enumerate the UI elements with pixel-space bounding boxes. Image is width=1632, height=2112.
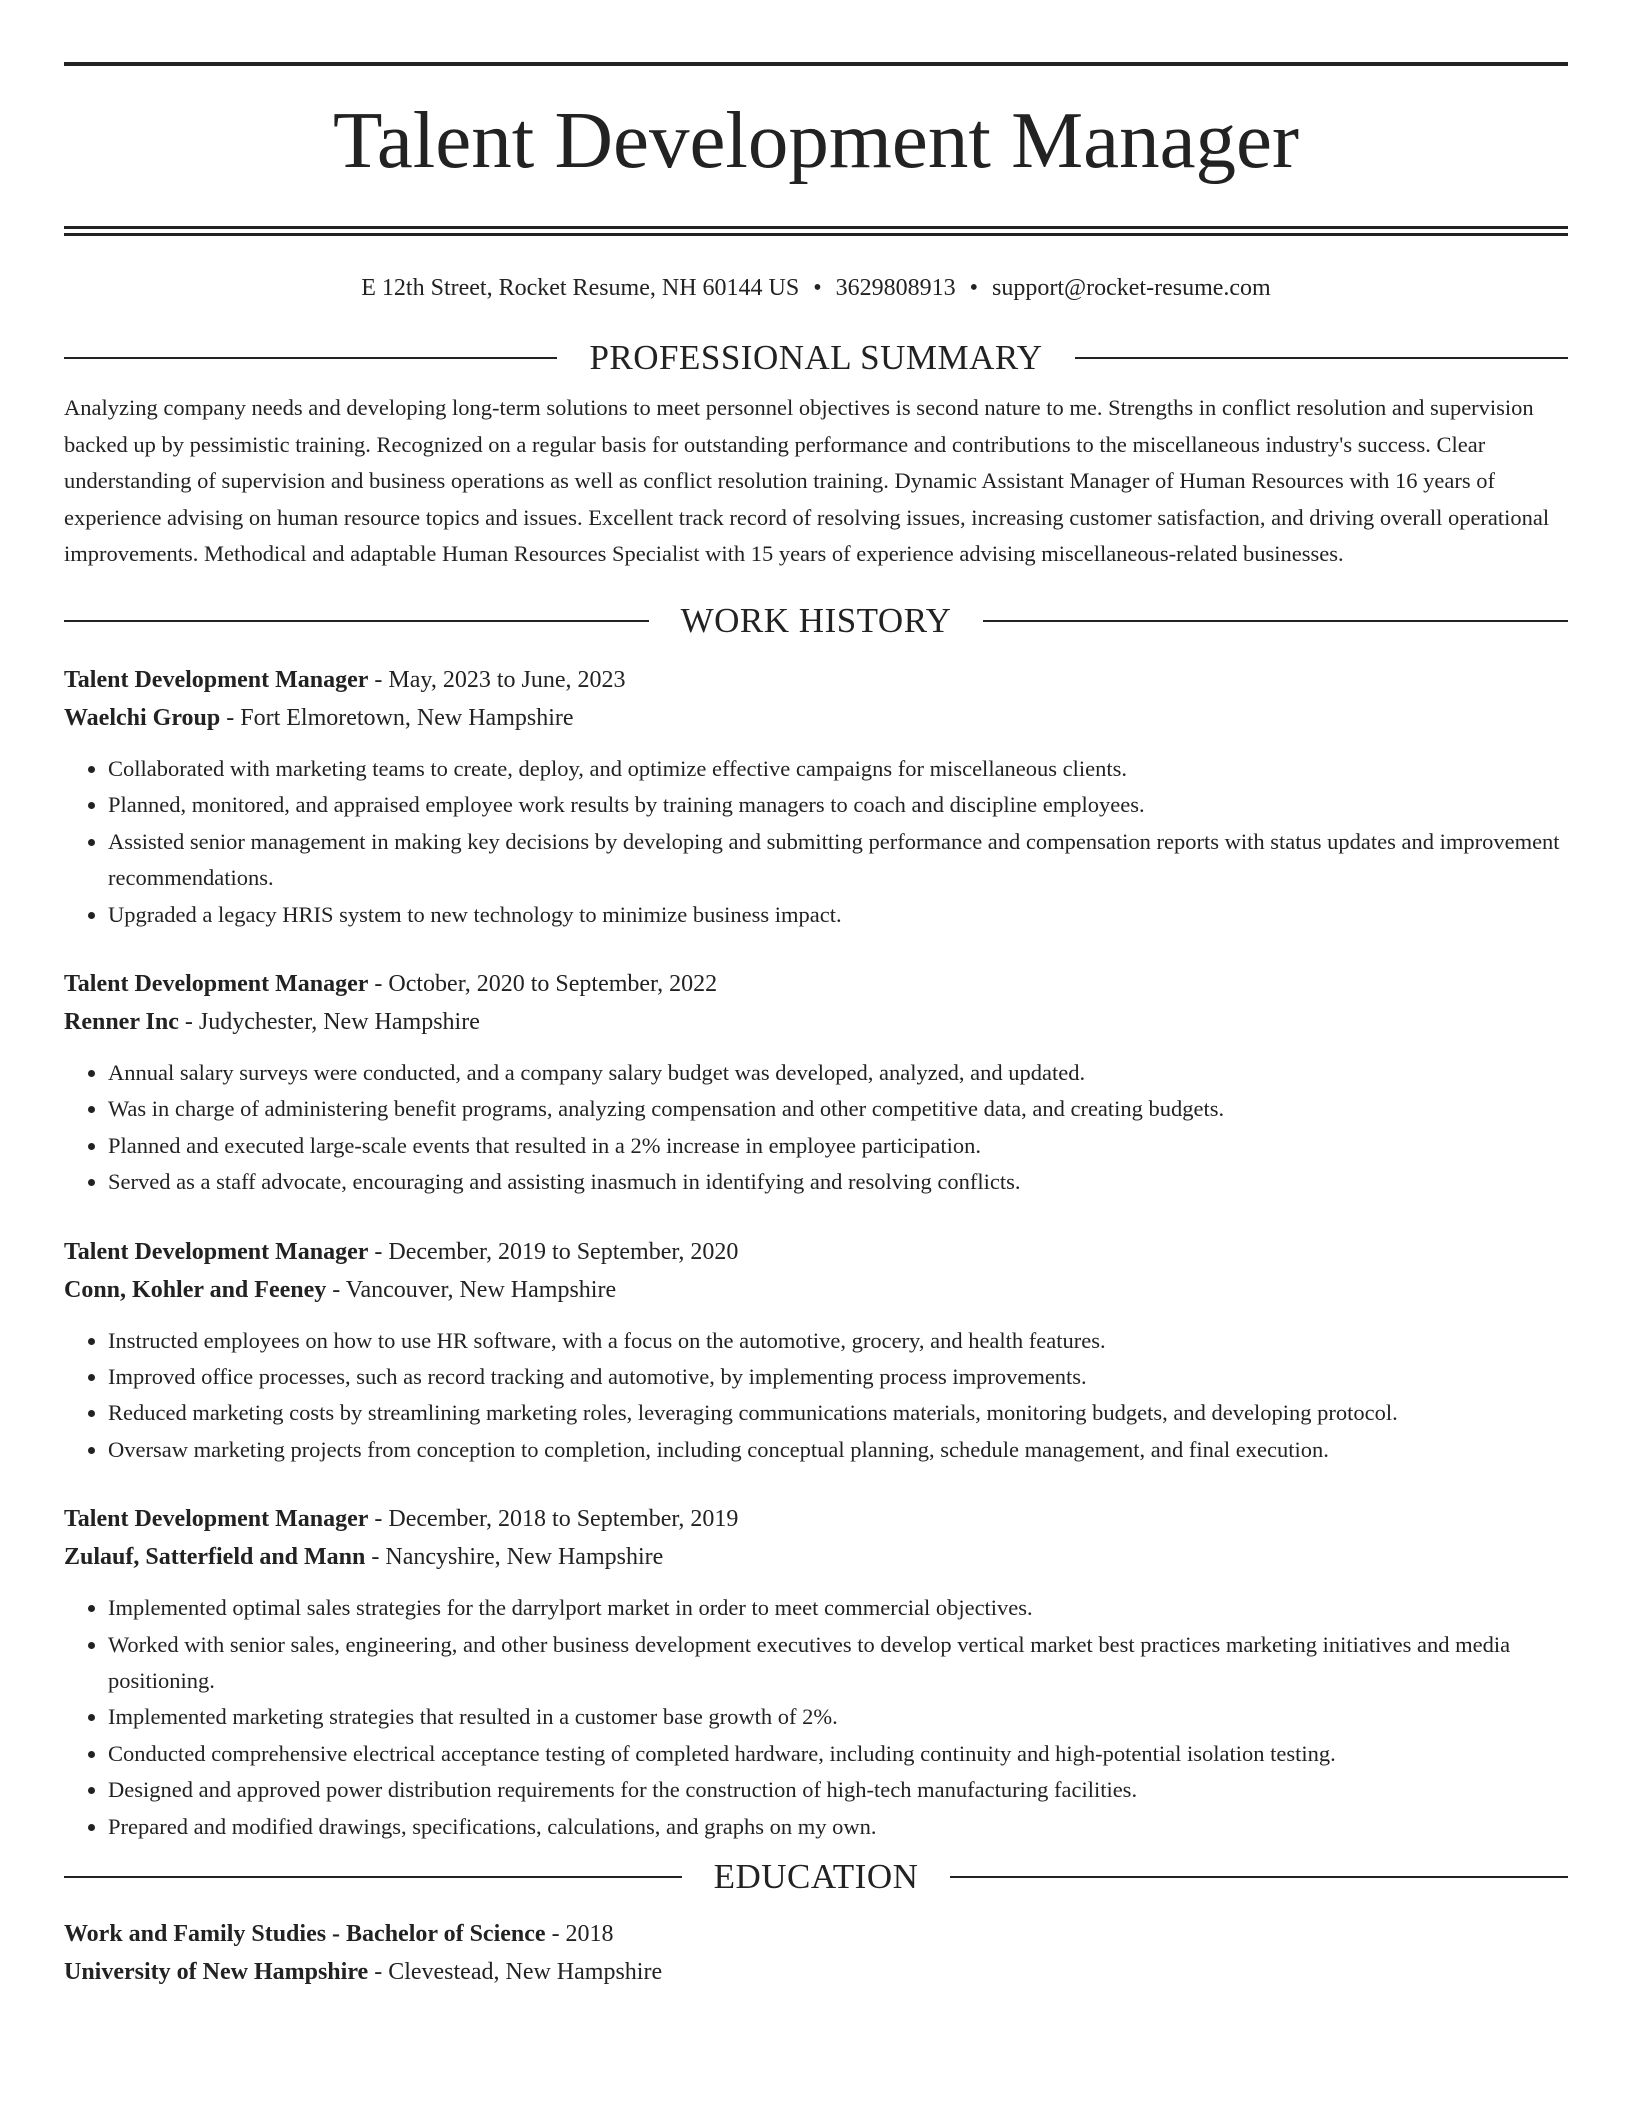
job-title-line <box>64 1500 1568 1538</box>
contact-separator: • <box>813 275 822 301</box>
job-dates: - December, 2018 to September, 2019 <box>368 1506 739 1533</box>
job-location: - Vancouver, New Hampshire <box>326 1276 617 1303</box>
top-rule <box>64 62 1568 66</box>
contact-phone: 3629808913 <box>835 275 956 301</box>
education-location: - Clevestead, New Hampshire <box>368 1959 663 1986</box>
education-year: - 2018 <box>545 1921 614 1948</box>
job-company: Waelchi Group <box>64 704 221 731</box>
job-company-line <box>64 1538 1568 1576</box>
section-title: PROFESSIONAL SUMMARY <box>589 338 1043 377</box>
job-bullet: • Worked with senior sales, engineering, and other business development executives to develop vertical market best practices marketing initiatives and media positioning. <box>108 1627 1568 1700</box>
heading-rule <box>1075 357 1568 359</box>
section-heading-summary <box>64 338 1568 378</box>
job-location: - Judychester, New Hampshire <box>178 1009 480 1035</box>
job-company: Zulauf, Satterfield and Mann <box>64 1544 366 1571</box>
job-dates: - October, 2020 to September, 2022 <box>368 971 718 997</box>
job-bullet: • Annual salary surveys were conducted, and a company salary budget was developed, analyzed, and updated. <box>108 1055 1568 1091</box>
section-heading-education <box>64 1857 1568 1897</box>
job-entry <box>64 965 1568 1201</box>
job-bullet-list <box>64 1590 1568 1845</box>
job-bullet: • Reduced marketing costs by streamlining marketing roles, leveraging communications materials, monitoring budgets, and developing protocol. <box>108 1395 1568 1431</box>
job-bullet: • Conducted comprehensive electrical acceptance testing of completed hardware, including continuity and high-potential isolation testing. <box>108 1736 1568 1772</box>
summary-text: Analyzing company needs and developing long-term solutions to meet personnel objectives is second nature to me. Strengths in conflict resolution and supervision backed up by pessimistic training. Recognized on a regular basis for outstanding performance and contributions to the miscellaneous industry's success. Clear understanding of supervision and business operations as well as conflict resolution training. Dynamic Assistant Manager of Human Resources with 16 years of experience advising on human resource topics and issues. Excellent track record of resolving issues, increasing customer satisfaction, and driving overall operational improvements. Methodical and adaptable Human Resources Specialist with 15 years of experience advising miscellaneous-related businesses. <box>64 395 1550 567</box>
job-bullet: • Instructed employees on how to use HR software, with a focus on the automotive, grocery, and health features. <box>108 1323 1568 1359</box>
job-title: Talent Development Manager <box>64 971 369 997</box>
job-company-line <box>64 1003 1568 1041</box>
job-bullet: • Implemented optimal sales strategies for the darrylport market in order to meet commercial objectives. <box>108 1590 1568 1626</box>
contact-address: E 12th Street, Rocket Resume, NH 60144 US <box>361 275 800 301</box>
education-school-line <box>64 1953 1568 1991</box>
heading-rule <box>64 1876 682 1878</box>
title-double-rule <box>64 226 1568 236</box>
job-company-line <box>64 1271 1568 1309</box>
job-entry <box>64 661 1568 933</box>
page-title: Talent Development Manager <box>333 95 1299 185</box>
job-bullet: • Improved office processes, such as record tracking and automotive, by implementing process improvements. <box>108 1359 1568 1395</box>
job-bullet: • Collaborated with marketing teams to create, deploy, and optimize effective campaigns for miscellaneous clients. <box>108 751 1568 787</box>
job-bullet: • Assisted senior management in making key decisions by developing and submitting performance and compensation reports with status updates and improvement recommendations. <box>108 824 1568 897</box>
job-bullet: • Prepared and modified drawings, specifications, calculations, and graphs on my own. <box>108 1809 1568 1845</box>
job-dates: - December, 2019 to September, 2020 <box>368 1238 739 1265</box>
job-bullet: • Implemented marketing strategies that resulted in a customer base growth of 2%. <box>108 1699 1568 1735</box>
contact-line <box>64 272 1568 304</box>
job-bullet: • Planned, monitored, and appraised employee work results by training managers to coach and discipline employees. <box>108 787 1568 823</box>
job-title-line <box>64 661 1568 699</box>
job-title: Talent Development Manager <box>64 1506 369 1533</box>
job-title: Talent Development Manager <box>64 666 369 693</box>
heading-rule <box>64 620 649 622</box>
job-title-line <box>64 965 1568 1003</box>
job-company-line <box>64 699 1568 737</box>
heading-rule <box>950 1876 1568 1878</box>
heading-rule <box>983 620 1568 622</box>
job-title-line <box>64 1233 1568 1271</box>
job-location: - Nancyshire, New Hampshire <box>365 1544 664 1571</box>
job-bullet-list <box>64 1055 1568 1201</box>
section-title: EDUCATION <box>713 1857 919 1897</box>
job-bullet: • Upgraded a legacy HRIS system to new technology to minimize business impact. <box>108 897 1568 933</box>
job-bullet-list <box>64 751 1568 933</box>
job-bullet: • Served as a staff advocate, encouraging and assisting inasmuch in identifying and resolving conflicts. <box>108 1164 1568 1200</box>
contact-email: support@rocket-resume.com <box>992 275 1271 301</box>
section-heading-work <box>64 601 1568 641</box>
job-entry <box>64 1233 1568 1469</box>
education-degree: Work and Family Studies - Bachelor of Science <box>64 1921 546 1948</box>
education-school: University of New Hampshire <box>64 1959 369 1986</box>
job-bullet: • Planned and executed large-scale events that resulted in a 2% increase in employee participation. <box>108 1128 1568 1164</box>
heading-rule <box>64 357 557 359</box>
job-list <box>64 661 1568 1845</box>
section-title: WORK HISTORY <box>680 600 952 640</box>
contact-separator: • <box>969 275 979 301</box>
job-bullet: • Oversaw marketing projects from conception to completion, including conceptual planning, schedule management, and final execution. <box>108 1432 1568 1468</box>
job-bullet: • Designed and approved power distribution requirements for the construction of high-tech manufacturing facilities. <box>108 1772 1568 1808</box>
job-entry <box>64 1500 1568 1845</box>
job-title: Talent Development Manager <box>64 1238 369 1265</box>
job-bullet-list <box>64 1323 1568 1469</box>
job-bullet: • Was in charge of administering benefit programs, analyzing compensation and other competitive data, and creating budgets. <box>108 1091 1568 1127</box>
job-dates: - May, 2023 to June, 2023 <box>368 666 626 693</box>
job-location: - Fort Elmoretown, New Hampshire <box>220 704 574 731</box>
education-entry <box>64 1915 1568 1991</box>
job-company: Conn, Kohler and Feeney <box>64 1276 327 1303</box>
education-degree-line <box>64 1915 1568 1953</box>
job-company: Renner Inc <box>64 1009 179 1035</box>
